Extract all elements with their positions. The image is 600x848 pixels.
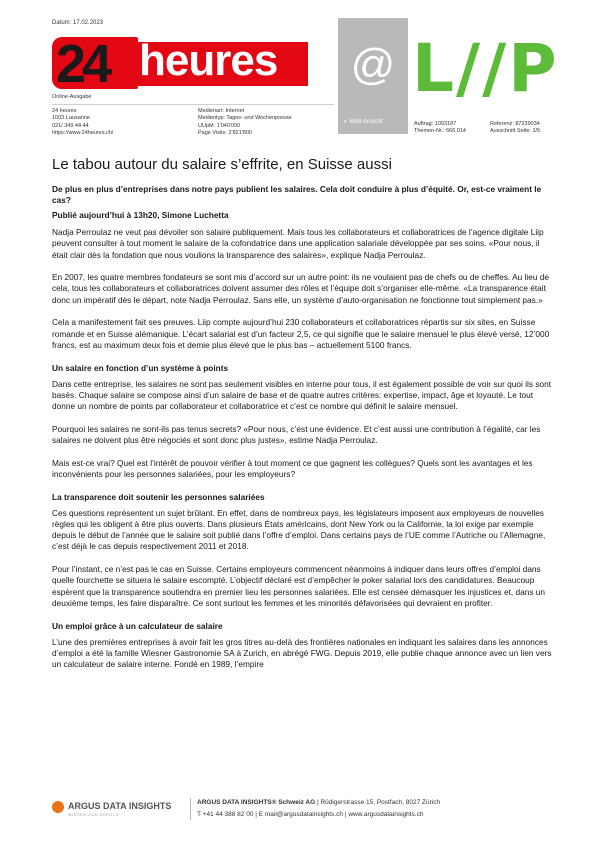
paragraph: Ces questions représentent un sujet brûlant. En effet, dans de nombreux pays, les législateurs imposent aux employeurs de nouvelles règles qui les obligent à être plus ouverts. Dans plusieurs États américains, dont New York ou la Californie, la loi exige par exemple depuis le début de l’année que le salaire soit publié dans l’offre d’emploi. Dans certains pays de l’UE comme l’Autriche ou l’Allemagne, c’est déjà le cas depuis respectivement 2011 et 2018.: [52, 507, 546, 552]
paragraph: En 2007, les quatre membres fondateurs se sont mis d’accord sur un autre point: ils ne voulaient pas de chefs ou de cheffes. Au lieu de cela, tous les collaborateurs et collaboratrices doivent assumer des rôles et l’équipe doit s’organiser elle-même. «La transparence était donc un impératif dès le départ, note Nadja Perroulaz. Sans elle, un système d’auto-organisation ne fonctionne tout simplement pas.»: [52, 272, 550, 305]
paragraph: Nadja Perroulaz ne veut pas dévoiler son salaire publiquement. Mais tous les collaborateurs et collaboratrices de l’agence digitale Liip peuvent consulter à tout moment le salaire de la cofondatrice dans une application salariale développée par ses soins. «Pour nous, il était clair dès la fondation que nous voulions la transparence des salaires», explique Nadja Perroulaz.: [52, 227, 544, 260]
article-body: [52, 227, 552, 682]
footer-contact: T +41 44 388 82 00 | E mail@argusdatainsights.ch | www.argusdatainsights.ch: [197, 811, 424, 818]
document-date: Datum: 17.02.2023: [52, 20, 104, 26]
logo-number: 24: [56, 34, 109, 94]
24heures-logo: [52, 34, 310, 94]
header-divider: [52, 104, 334, 105]
at-icon: @: [350, 40, 396, 89]
globe-icon: ◐: [344, 119, 350, 125]
argus-logo: ARGUS DATA INSIGHTS WISSEN ZUM ERFOLG: [52, 798, 192, 822]
logo-word: heures: [139, 36, 278, 85]
paragraph: Dans cette entreprise, les salaires ne sont pas seulement visibles en interne pour tous, il est également possible de voir sur quoi ils sont basés. Chaque salaire se compose ainsi d’un salaire de base et de quatre autres critères: expertise, impact, âge et loyauté. Le tout donne un nombre de points par collaborateur et collaboratrice et c’est ce nombre qui définit le salaire mensuel.: [52, 378, 552, 412]
order-info: Auftrag: 1093187 Themen-Nr.: 666.014: [414, 121, 466, 135]
footer: [52, 796, 552, 826]
media-info: Medienart: Internet Medientyp: Tages- und Wochenpresse UUpM: 1'040'000 Page Visits: 2'821'800: [198, 108, 292, 137]
liip-logo: L//P: [412, 30, 559, 107]
article-lead: De plus en plus d’entreprises dans notre pays publient les salaires. Cela doit conduire à plus d’équité. Or, est-ce vraiment le cas?: [52, 184, 542, 205]
paragraph: L’une des premières entreprises à avoir fait les gros titres au-delà des frontières nationales en indiquant les salaires dans les annonces d’emploi a été la famille Wiesner Gastronomie SA à Zurich, en abrégé FWG. Depuis 2019, elle publie chaque annonce avec un lien vers un calculateur de salaire interne. Fondé en 1989, l’empire: [52, 636, 552, 670]
footer-divider: [190, 798, 191, 820]
section-heading: Un salaire en fonction d’un système à points: [52, 362, 229, 373]
source-info: 24 heures 1003 Lausanne 021/ 349 44 44 https://www.24heures.ch/: [52, 108, 114, 137]
paragraph: Mais est-ce vrai? Quel est l’intérêt de pouvoir vérifier à tout moment ce que gagnent les collègues? Quels sont les avantages et les inconvénients pour les personnes salariées, pour les employeurs?: [52, 457, 533, 479]
section-heading: La transparence doit soutenir les personnes salariées: [52, 491, 265, 502]
argus-dot-icon: [52, 801, 64, 813]
paragraph: Pourquoi les salaires ne sont-ils pas tenus secrets? «Pour nous, c’est une évidence. Et c’est aussi une contribution à l’égalité, car les salaires ne doivent plus être négociés et sont donc plus justes», estime Nadja Perroulaz.: [52, 423, 541, 446]
paragraph: Pour l’instant, ce n’est pas le cas en Suisse. Certains employeurs commencent néanmoins à indiquer dans leurs offres d’emploi dans quelle fourchette se situera le salaire escompté. L’objectif déclaré est d’empêcher le poker salarial lors des candidatures. Beaucoup espèrent que la transparence soutiendra en premier lieu les personnes salariées. Elle est censée démasquer les injustices et, dans un deuxième temps, les faire disparaître. Ce sont surtout les femmes et les minorités défavorisées qui devraient en profiter.: [52, 564, 546, 608]
reference-info: Referenz: 87239034 Ausschnitt Seite: 1/5: [490, 121, 541, 135]
footer-address: ARGUS DATA INSIGHTS® Schweiz AG | Rüdigerstrasse 15, Postfach, 8027 Zürich: [197, 799, 441, 806]
article-byline: Publié aujourd’hui à 13h20, Simone Luchetta: [52, 210, 229, 220]
web-view-button[interactable]: ◐ Web Ansicht: [344, 119, 383, 125]
paragraph: Cela a manifestement fait ses preuves. Liip compte aujourd’hui 230 collaborateurs et collaboratrices répartis sur six sites, en Suisse romande et en Suisse alémanique. L’écart salarial est d’un facteur 2,5, ce qui signifie que le salaire mensuel le plus élevé versé, 12’000 francs, est au maximum deux fois et demie plus élevé que le plus bas – actuellement 5100 francs.: [52, 317, 550, 350]
edition-label: Online-Ausgabe: [52, 94, 92, 100]
article-title: Le tabou autour du salaire s’effrite, en Suisse aussi: [52, 156, 392, 173]
section-heading: Un emploi grâce à un calculateur de salaire: [52, 620, 223, 631]
web-view-tile[interactable]: [338, 18, 408, 134]
